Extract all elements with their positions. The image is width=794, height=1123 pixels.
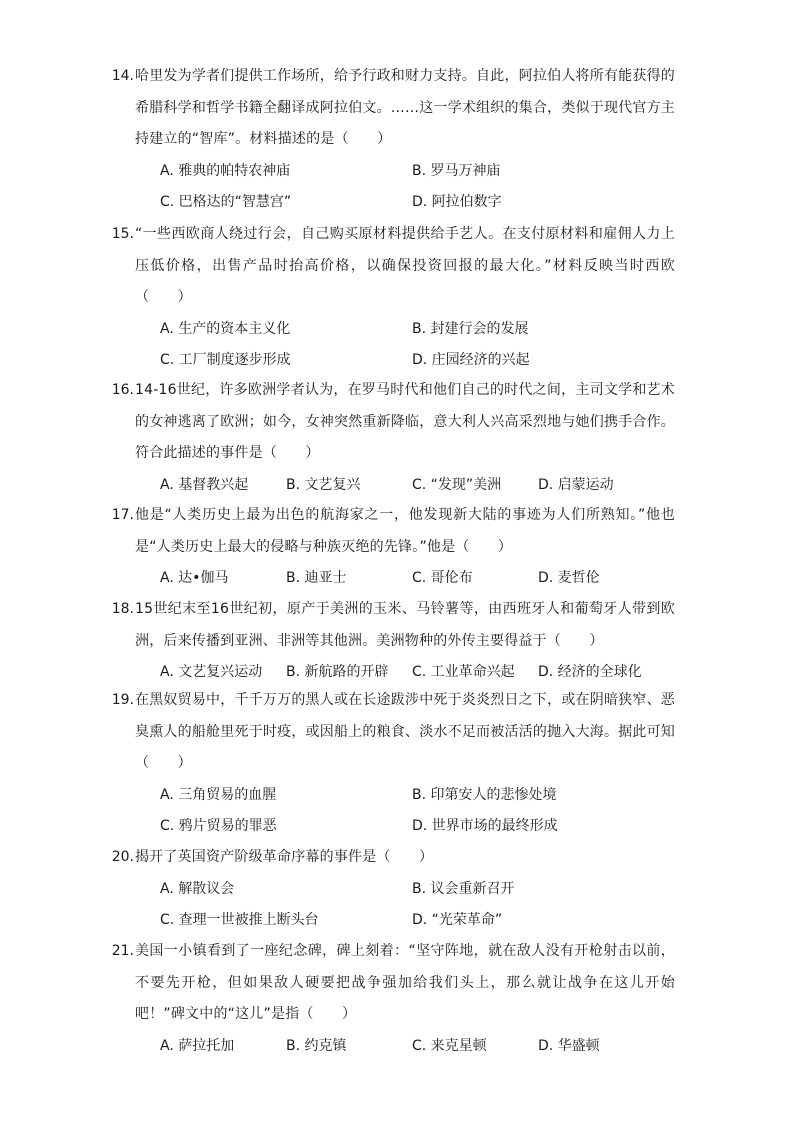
- option-row: [135, 345, 675, 377]
- option-c[interactable]: C. 哥伦布: [412, 570, 473, 586]
- option-d[interactable]: D. 启蒙运动: [538, 476, 614, 493]
- option-a[interactable]: A. 解散议会: [160, 880, 235, 897]
- question-16: [111, 375, 675, 501]
- option-c[interactable]: C. 来克星顿: [412, 1037, 487, 1054]
- question-18: [111, 594, 675, 689]
- question-number: 21.: [111, 943, 134, 959]
- option-row: [135, 874, 675, 906]
- option-row: [135, 780, 675, 812]
- option-row: [135, 563, 675, 595]
- option-c[interactable]: C. 查理一世被推上断头台: [160, 912, 319, 928]
- question-number: 15.: [111, 226, 134, 242]
- option-b[interactable]: B. 约克镇: [286, 1037, 347, 1054]
- question-stem: 15世纪末至16世纪初，原产于美洲的玉米、马铃薯等，由西班牙人和葡萄牙人带到欧洲，后来传播到亚洲、非洲等其他洲。美洲物种的外传主要得益于（ ）: [135, 601, 675, 649]
- question-stem: 14-16世纪，许多欧洲学者认为，在罗马时代和他们自己的时代之间，主司文学和艺术的女神逃离了欧洲；如今，女神突然重新降临，意大利人兴高采烈地与她们携手合作。符合此描述的事件是（ ）: [135, 382, 675, 461]
- option-row: [135, 1031, 675, 1063]
- question-stem: 美国一小镇看到了一座纪念碑，碑上刻着：“坚守阵地，就在敌人没有开枪射击以前，不要先开枪，但如果敌人硬要把战争强加给我们头上，那么就让战争在这儿开始吧！”碑文中的“这儿”是指（ ）: [135, 943, 675, 1022]
- option-d[interactable]: D. 庄园经济的兴起: [412, 352, 530, 368]
- option-b[interactable]: B. 迪亚士: [286, 570, 347, 586]
- question-number: 20.: [111, 849, 134, 865]
- question-number: 16.: [111, 382, 134, 398]
- option-a[interactable]: A. 三角贸易的血腥: [160, 786, 277, 803]
- option-a[interactable]: A. 生产的资本主义化: [160, 320, 291, 337]
- option-d[interactable]: D. 华盛顿: [538, 1037, 600, 1054]
- option-b[interactable]: B. 封建行会的发展: [412, 320, 529, 337]
- option-c[interactable]: C. 鸦片贸易的罪恶: [160, 818, 277, 834]
- option-c[interactable]: C. 巴格达的“智慧宫”: [160, 194, 292, 210]
- question-number: 18.: [111, 601, 134, 617]
- option-row: [135, 187, 675, 219]
- question-stem: 他是“人类历史上最为出色的航海家之一，他发现新大陆的事迹为人们所熟知。”他也是“人类历史上最大的侵略与种族灭绝的先锋。”他是（ ）: [135, 507, 675, 555]
- option-d[interactable]: D. 麦哲伦: [538, 570, 600, 586]
- option-d[interactable]: D. 世界市场的最终形成: [412, 818, 558, 834]
- option-c[interactable]: C. 工厂制度逐步形成: [160, 352, 291, 368]
- question-20: [111, 842, 675, 937]
- option-d[interactable]: D. 阿拉伯数字: [412, 194, 502, 210]
- option-d[interactable]: D. 经济的全球化: [538, 664, 642, 680]
- question-stem: 揭开了英国资产阶级革命序幕的事件是（ ）: [135, 849, 434, 865]
- option-row: [135, 156, 675, 188]
- question-stem: 在黑奴贸易中，千千万万的黑人或在长途跋涉中死于炎炎烈日之下，或在阴暗狭窄、恶臭熏人的船舱里死于时疫，或因船上的粮食、淡水不足而被活活的抛入大海。据此可知（ ）: [135, 692, 675, 771]
- option-row: [135, 905, 675, 937]
- question-21: [111, 936, 675, 1062]
- option-b[interactable]: B. 文艺复兴: [286, 476, 361, 493]
- option-c[interactable]: C. 工业革命兴起: [412, 664, 515, 680]
- option-a[interactable]: A. 基督教兴起: [160, 476, 249, 493]
- option-a[interactable]: A. 萨拉托加: [160, 1037, 235, 1054]
- question-stem: 哈里发为学者们提供工作场所，给予行政和财力支持。自此，阿拉伯人将所有能获得的希腊科学和哲学书籍全翻译成阿拉伯文。……这一学术组织的集合，类似于现代官方主持建立的“智库”。材料描述的是（ ）: [135, 68, 675, 147]
- option-row: [135, 657, 675, 689]
- question-14: [111, 61, 675, 219]
- question-19: [111, 685, 675, 843]
- option-a[interactable]: A. 文艺复兴运动: [160, 664, 263, 680]
- question-number: 14.: [111, 68, 134, 84]
- option-b[interactable]: B. 新航路的开辟: [286, 664, 389, 680]
- option-b[interactable]: B. 罗马万神庙: [412, 162, 501, 179]
- option-a[interactable]: A. 雅典的帕特农神庙: [160, 162, 291, 179]
- option-row: [135, 314, 675, 346]
- option-a[interactable]: A. 达•伽马: [160, 570, 229, 586]
- question-number: 17.: [111, 507, 134, 523]
- option-c[interactable]: C. “发现”美洲: [412, 476, 502, 493]
- question-number: 19.: [111, 692, 134, 708]
- question-15: [111, 219, 675, 377]
- option-b[interactable]: B. 议会重新召开: [412, 880, 515, 897]
- option-b[interactable]: B. 印第安人的悲惨处境: [412, 786, 557, 803]
- option-row: [135, 470, 675, 502]
- question-17: [111, 500, 675, 595]
- option-d[interactable]: D. “光荣革命”: [412, 912, 503, 928]
- question-stem: “一些西欧商人绕过行会，自己购买原材料提供给手艺人。在支付原材料和雇佣人力上压低价格，出售产品时抬高价格，以确保投资回报的最大化。”材料反映当时西欧（ ）: [135, 226, 675, 305]
- option-row: [135, 811, 675, 843]
